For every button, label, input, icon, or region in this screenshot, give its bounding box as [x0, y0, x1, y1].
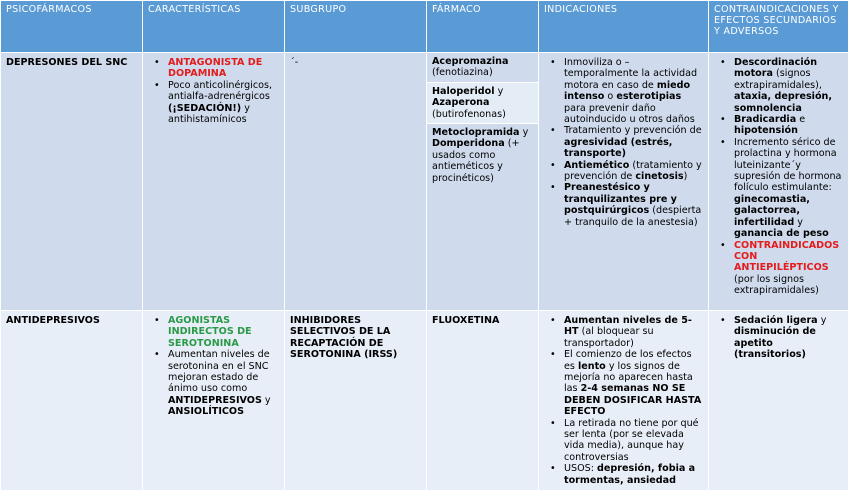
drug-entry: Acepromazina (fenotiazina): [427, 53, 538, 83]
characteristics-cell: [143, 53, 285, 311]
list-item: • Sedación ligera y disminución de apetito (transitorios): [734, 315, 843, 361]
drug-entry: FLUOXETINA: [432, 315, 499, 326]
list-item: • Antiemético (tratamiento y prevención de cinetosis): [564, 160, 703, 183]
category-cell: [1, 53, 143, 311]
contraindications-cell: [709, 311, 848, 491]
contraindications-list: [714, 315, 843, 361]
header-subgrupo: SUBGRUPO: [285, 1, 427, 53]
indications-cell: [539, 311, 709, 491]
list-item: • ANTAGONISTA DE DOPAMINA: [168, 57, 279, 80]
drug-entry: Metoclopramida y Domperidona (+ usados como antieméticos y procinéticos): [427, 124, 538, 187]
drug-cell: [427, 53, 539, 311]
list-item: • Descordinación motora (signos extrapiramidales), ataxia, depresión, somnolencia: [734, 57, 843, 114]
header-indicaciones: INDICACIONES: [539, 1, 709, 53]
characteristics-list: [148, 57, 279, 125]
list-item: • Tratamiento y prevención de agresividad (estrés, transporte): [564, 125, 703, 159]
contraindications-cell: [709, 53, 848, 311]
list-item: • AGONISTAS INDIRECTOS DE SEROTONINA: [168, 315, 279, 349]
list-item: • La retirada no tiene por qué ser lenta (por se elevada vida media), aunque hay controversias: [564, 418, 703, 464]
list-item: • El comienzo de los efectos es lento y los signos de mejoría no aparecen hasta las 2-4 semanas NO SE DEBEN DOSIFICAR HASTA EFECTO: [564, 349, 703, 417]
indications-cell: [539, 53, 709, 311]
list-item: • Inmoviliza o – temporalmente la actividad motora en caso de miedo intenso o esterotipias para prevenir daño autoinducido u otros daños: [564, 57, 703, 125]
table-row: [1, 311, 848, 491]
drug-cell: [427, 311, 539, 491]
list-item: • USOS: depresión, fobia a tormentas, ansiedad: [564, 463, 703, 486]
category-cell: [1, 311, 143, 491]
list-item: • Aumentan niveles de serotonina en el SNC mejoran estado de ánimo uso como ANTIDEPRESIVOS y ANSIOLÍTICOS: [168, 349, 279, 417]
list-item: • Bradicardia e hipotensión: [734, 114, 843, 137]
header-row: [1, 1, 848, 53]
subgroup-cell: [285, 53, 427, 311]
header-contraindicaciones: CONTRAINDICACIONES Y EFECTOS SECUNDARIOS Y ADVERSOS: [709, 1, 848, 53]
list-item: • Aumentan niveles de 5-HT (al bloquear su transportador): [564, 315, 703, 349]
characteristics-list: [148, 315, 279, 418]
characteristics-cell: [143, 311, 285, 491]
subgroup-label: INHIBIDORES SELECTIVOS DE LA RECAPTACIÓN DE SEROTONINA (IRSS): [290, 315, 397, 360]
category-label: ANTIDEPRESIVOS: [6, 315, 100, 326]
list-item: • Poco anticolinérgicos, antialfa-adrenérgicos (¡SEDACIÓN!) y antihistamínicos: [168, 80, 279, 126]
subgroup-label: ´-: [290, 57, 298, 68]
category-label: DEPRESONES DEL SNC: [6, 57, 127, 68]
header-caracteristicas: CARACTERÍSTICAS: [143, 1, 285, 53]
list-item: • CONTRAINDICADOS CON ANTIEPILÉPTICOS (por los signos extrapiramidales): [734, 240, 843, 297]
drug-entry: Haloperidol y Azaperona (butirofenonas): [427, 83, 538, 124]
contraindications-list: [714, 57, 843, 297]
indications-list: [544, 315, 703, 486]
header-farmaco: FÁRMACO: [427, 1, 539, 53]
header-psicofarmacos: PSICOFÁRMACOS: [1, 1, 143, 53]
indications-list: [544, 57, 703, 228]
list-item: • Preanestésico y tranquilizantes pre y postquirúrgicos (despierta + tranquilo de la anestesia): [564, 182, 703, 228]
list-item: • Incremento sérico de prolactina y hormona luteinizante´y supresión de hormona folículo estimulante: ginecomastia, galactorrea, infertilidad y ganancia de peso: [734, 137, 843, 240]
table-row: [1, 53, 848, 311]
subgroup-cell: [285, 311, 427, 491]
